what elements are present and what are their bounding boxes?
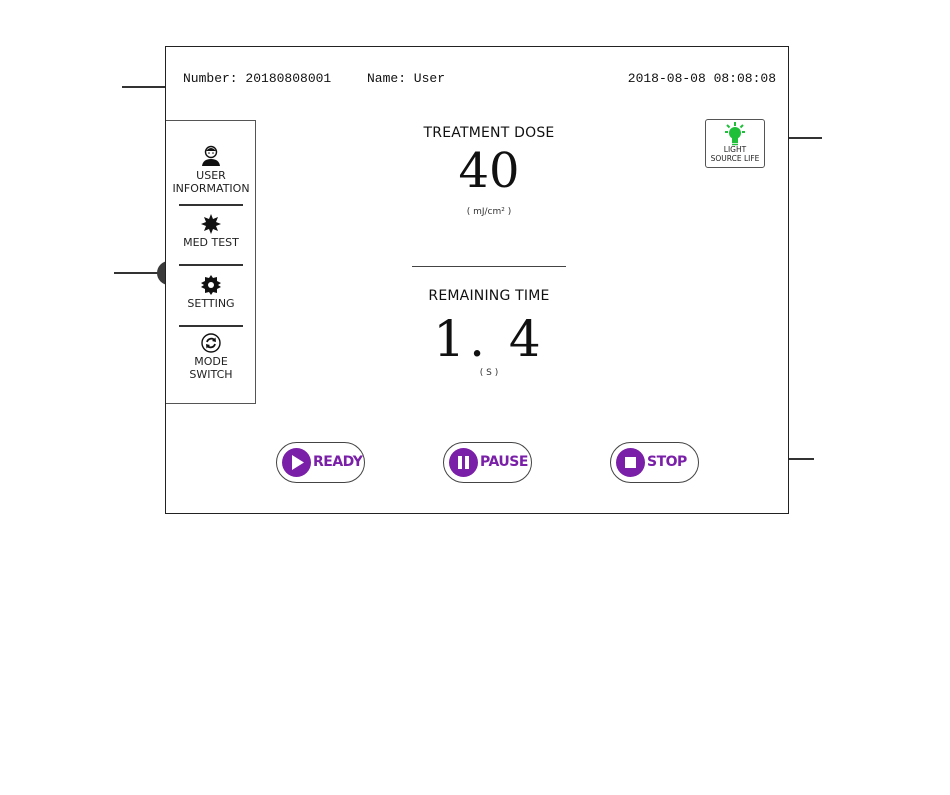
- light-source-label-1: LIGHT: [723, 145, 747, 154]
- sidebar-divider: [179, 204, 243, 206]
- treatment-dose-unit: ( mJ/cm² ): [466, 207, 512, 217]
- sidebar-item-med-test[interactable]: [166, 214, 256, 249]
- user-name: Name: User: [367, 71, 446, 86]
- gear-icon: [201, 275, 221, 295]
- sidebar-item-label: MED TEST: [183, 236, 239, 249]
- sidebar: [166, 120, 256, 404]
- pause-label: PAUSE: [480, 454, 528, 470]
- sidebar-divider: [179, 264, 243, 266]
- sidebar-item-mode-switch[interactable]: [166, 333, 256, 381]
- remaining-time-unit: ( S ): [479, 368, 499, 378]
- starburst-icon: [201, 214, 221, 234]
- datetime: 2018-08-08 08:08:08: [627, 71, 776, 86]
- light-source-label-2: SOURCE LIFE: [710, 153, 760, 163]
- device-screen: [165, 46, 789, 514]
- stop-icon: [616, 448, 645, 477]
- light-bulb-icon: [723, 122, 747, 146]
- sidebar-item-label: MODE SWITCH: [189, 355, 233, 381]
- play-icon: [282, 448, 311, 477]
- status-bar: [183, 71, 776, 89]
- stop-label: STOP: [647, 454, 687, 470]
- remaining-time-title: REMAINING TIME: [428, 288, 550, 304]
- refresh-icon: [201, 333, 221, 353]
- treatment-dose-value: 40: [458, 143, 520, 199]
- light-source-life-button[interactable]: [705, 119, 765, 168]
- stop-button[interactable]: [610, 442, 699, 483]
- ready-button[interactable]: [276, 442, 365, 483]
- remaining-time-value: 1. 4: [433, 310, 545, 368]
- user-icon: [201, 145, 221, 167]
- remaining-time-panel: [412, 288, 566, 378]
- pause-button[interactable]: [443, 442, 532, 483]
- treatment-dose-title: TREATMENT DOSE: [423, 125, 555, 141]
- ready-label: READY: [313, 454, 363, 470]
- pause-icon: [449, 448, 478, 477]
- record-number: Number: 20180808001: [183, 71, 332, 86]
- treatment-dose-panel: [412, 125, 566, 217]
- sidebar-item-user-information[interactable]: [166, 145, 256, 195]
- sidebar-item-setting[interactable]: [166, 275, 256, 310]
- sidebar-item-label: USER INFORMATION: [172, 169, 250, 195]
- sidebar-divider: [179, 325, 243, 327]
- sidebar-item-label: SETTING: [187, 297, 235, 310]
- center-divider: [412, 266, 566, 267]
